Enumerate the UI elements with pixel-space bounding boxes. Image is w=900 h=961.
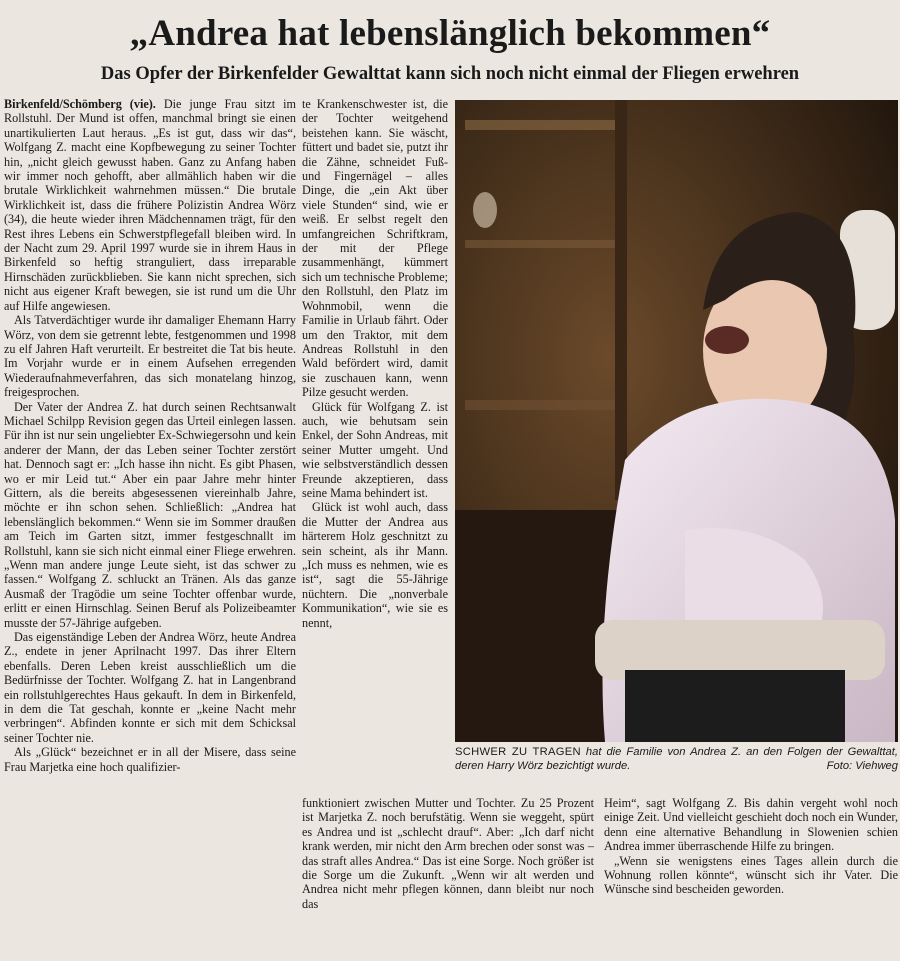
article-column-2 [302, 97, 448, 793]
paragraph-text: Die junge Frau sitzt im Rollstuhl. Der Mund ist offen, manchmal bringt sie einen unartikulierten Laut heraus. „Es ist gut, dass wir das“, Wolfgang Z. macht eine Kopfbewegung zu seiner Tochter hin, „nicht gleich gewusst haben. Ganz zu Anfang haben wir immer noch gehofft, aber allmählich haben wir die brutale Wirklichkeit wahrnehmen müssen.“ Die brutale Wirklichkeit ist, dass die frühere Polizistin Andrea Wörz (34), die heute wieder ihren Mädchennamen trägt, für den Rest ihres Lebens ein Schwerstpflegefall bleiben wird. In der Nacht zum 29. April 1997 wurde sie in ihrem Haus in Birkenfeld so heftig stranguliert, dass irreparable Hirnschäden zurückblieben. Sie kann nicht sprechen, sich nicht aus eigener Kraft bewegen, sie ist rund um die Uhr auf Hilfe angewiesen. [4, 97, 296, 313]
paragraph [4, 97, 296, 313]
paragraph: „Wenn sie wenigstens eines Tages allein durch die Wohnung rollen könnte“, wünscht sich ihr Vater. Die Wünsche sind bescheiden geworden. [604, 853, 898, 897]
caption-lead: SCHWER ZU TRAGEN [455, 746, 581, 758]
paragraph: funktioniert zwischen Mutter und Tochter. Zu 25 Prozent ist Marjetka Z. noch berufstätig. Wenn sie weggeht, spürt es Andrea und ist „schlecht drauf“. Aber: „Ich darf nicht krank werden, mir nicht den Arm brechen oder sonst was – das straft alles Andrea.“ Das ist eine Sorge. Noch größer ist die Sorge um die Zukunft. „Wenn wir alt werden und Andrea nicht mehr pflegen können, dann bleibt nur noch das [302, 796, 594, 911]
paragraph: Glück ist wohl auch, dass die Mutter der Andrea aus härterem Holz geschnitzt zu sein scheint, als ihr Mann. „Ich muss es nehmen, wie es ist“, sagt die 55-Jährige nüchtern. Die „nonverbale Kommunikation“, wie sie es nennt, [302, 500, 448, 630]
caption-text: hat die Familie von Andrea Z. an den Folgen der Gewalttat, deren Harry Wörz bezichtigt wurde. [455, 746, 898, 772]
paragraph: Glück für Wolfgang Z. ist auch, wie behutsam sein Enkel, der Sohn Andreas, mit seiner Mutter umgeht. Und wie selbstverständlich dessen Freunde akzeptieren, dass seine Mama behindert ist. [302, 399, 448, 500]
paragraph: Als Tatverdächtiger wurde ihr damaliger Ehemann Harry Wörz, von dem sie getrennt lebte, festgenommen und 1998 zu elf Jahren Haft verurteilt. Er bestreitet die Tat bis heute. Im Vorjahr wurde er in einem Aufsehen erregenden Wiederaufnahmeverfahren, das sich monatelang hinzog, freigesprochen. [4, 313, 296, 400]
paragraph: Als „Glück“ bezeichnet er in all der Misere, dass seine Frau Marjetka eine hoch qualifizier- [4, 745, 296, 774]
photo-caption [455, 746, 898, 773]
headline: „Andrea hat lebenslänglich bekommen“ [129, 13, 771, 54]
article-column-4 [604, 796, 898, 936]
subheadline: Das Opfer der Birkenfelder Gewalttat kann sich noch nicht einmal der Fliegen erwehren [100, 64, 800, 84]
photo-credit: Foto: Viehweg [826, 759, 898, 772]
paragraph: Heim“, sagt Wolfgang Z. Bis dahin vergeht wohl noch einige Zeit. Und vielleicht geschieht doch noch ein Wunder, denn eine alternative Behandlung in Slowenien schien Andrea immer überraschende Hilfe zu bringen. [604, 796, 898, 854]
photo-illustration [455, 100, 898, 742]
paragraph: Das eigenständige Leben der Andrea Wörz, heute Andrea Z., endete in jener Aprilnacht 1997. Das ihrer Eltern ebenfalls. Deren Leben kreist ausschließlich um die Bedürfnisse der Tochter. Wolfgang Z. hat in Langenbrand ein rollstuhlgerechtes Haus gekauft. In dem in Birkenfeld, in dem die Tat geschah, konnte er „keine Nacht mehr verbringen“. Abfinden konnte er sich mit dem Schicksal seiner Tochter nie. [4, 630, 296, 745]
paragraph: te Krankenschwester ist, die der Tochter weitgehend beistehen kann. Sie wäscht, füttert und badet sie, putzt ihr die Zähne, schneidet Fuß- und Fingernägel – alles Dinge, die „ein Akt über viele Stunden“ sind, wie er weiß. Er selbst regelt den umfangreichen Schriftkram, der mit der Pflege zusammenhängt, kümmert sich um technische Probleme; den Rollstuhl, den Platz im Wohnmobil, wenn die Familie in Urlaub fährt. Oder um den Traktor, mit dem Andreas Rollstuhl in den Wald befördert wird, damit sie zuschauen kann, wenn Pilze gesucht werden. [302, 97, 448, 400]
article-photo [455, 100, 898, 742]
dateline: Birkenfeld/Schömberg (vie). [4, 97, 156, 111]
paragraph: Der Vater der Andrea Z. hat durch seinen Rechtsanwalt Michael Schilpp Revision gegen das Urteil einlegen lassen. Für ihn ist nur sein ungeliebter Ex-Schwiegersohn und kein anderer der Mann, der das Leben seiner Tochter zerstört hat. Dennoch sagt er: „Ich hasse ihn nicht. Es gibt Phasen, wo er mir Leid tut.“ Aber ein paar Jahre mehr hinter Gittern, als die bereits abgesessenen viereinhalb Jahre, möchte er ihn schon sehen. Schließlich: „Andrea hat lebenslänglich bekommen.“ Wenn sie im Sommer draußen am Teich im Garten sitzt, immer festgeschnallt im Rollstuhl, kann sie sich nicht einmal einer Fliege erwehren. „Wenn man andere junge Leute sieht, ist das schwer zu fassen.“ Wolfgang Z. schluckt an Tränen. Als das ganze Ausmaß der Tragödie um seine Tochter offenbar wurde, erlitt er einen Hirnschlag. Seinen Beruf als Polizeibeamter musste der 57-Jährige aufgeben. [4, 399, 296, 630]
article-column-3 [302, 796, 594, 936]
article-column-1 [4, 97, 296, 927]
